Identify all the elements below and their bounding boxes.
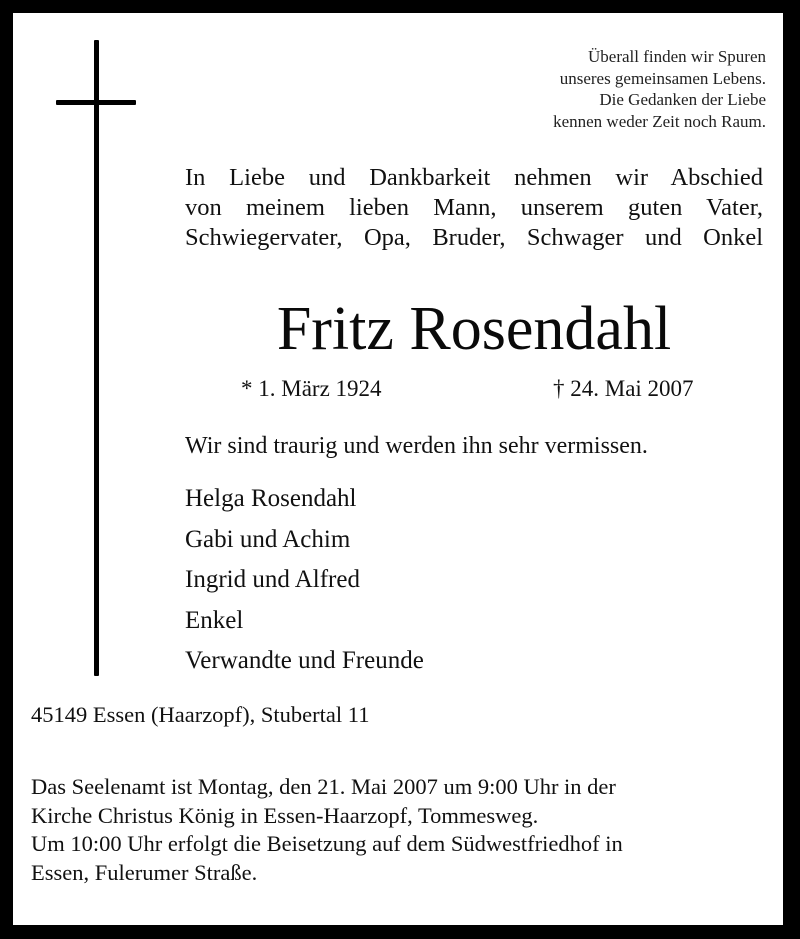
service-line: Das Seelenamt ist Montag, den 21. Mai 2007 um 9:00 Uhr in der: [31, 774, 616, 799]
motto-line: Die Gedanken der Liebe: [599, 90, 766, 109]
intro-line: Schwiegervater, Opa, Bruder, Schwager und Onkel: [185, 224, 763, 251]
intro-line: von meinem lieben Mann, unserem guten Vater,: [185, 194, 763, 221]
cross-icon-vertical-bar: [94, 40, 99, 676]
mourner: Ingrid und Alfred: [185, 566, 360, 593]
cross-icon-horizontal-bar: [56, 100, 136, 105]
obituary-notice: [13, 13, 783, 925]
deceased-name: Fritz Rosendahl: [276, 295, 672, 363]
birth-date: * 1. März 1924: [241, 376, 382, 401]
intro-line: In Liebe und Dankbarkeit nehmen wir Abschied: [185, 164, 763, 191]
mourner: Gabi und Achim: [185, 525, 351, 553]
farewell-intro: [185, 163, 763, 253]
motto-line: kennen weder Zeit noch Raum.: [553, 111, 766, 131]
mourner: Verwandte und Freunde: [185, 647, 424, 674]
death-date: † 24. Mai 2007: [553, 376, 694, 401]
service-line: Um 10:00 Uhr erfolgt die Beisetzung auf dem Südwestfriedhof in: [31, 831, 623, 856]
service-line: Kirche Christus König in Essen-Haarzopf, Tommesweg.: [31, 802, 539, 828]
motto-line: unseres gemeinsamen Lebens.: [559, 68, 766, 88]
service-line: Essen, Fulerumer Straße.: [31, 859, 258, 885]
sad-note: Wir sind traurig und werden ihn sehr vermissen.: [185, 433, 648, 459]
mourner: Helga Rosendahl: [185, 485, 357, 512]
mourners-list: [185, 479, 424, 682]
motto-quote: [553, 46, 766, 132]
mourner: Enkel: [185, 606, 244, 634]
family-address: 45149 Essen (Haarzopf), Stubertal 11: [31, 702, 370, 727]
service-details: [31, 773, 776, 887]
motto-line: Überall finden wir Spuren: [588, 47, 766, 66]
